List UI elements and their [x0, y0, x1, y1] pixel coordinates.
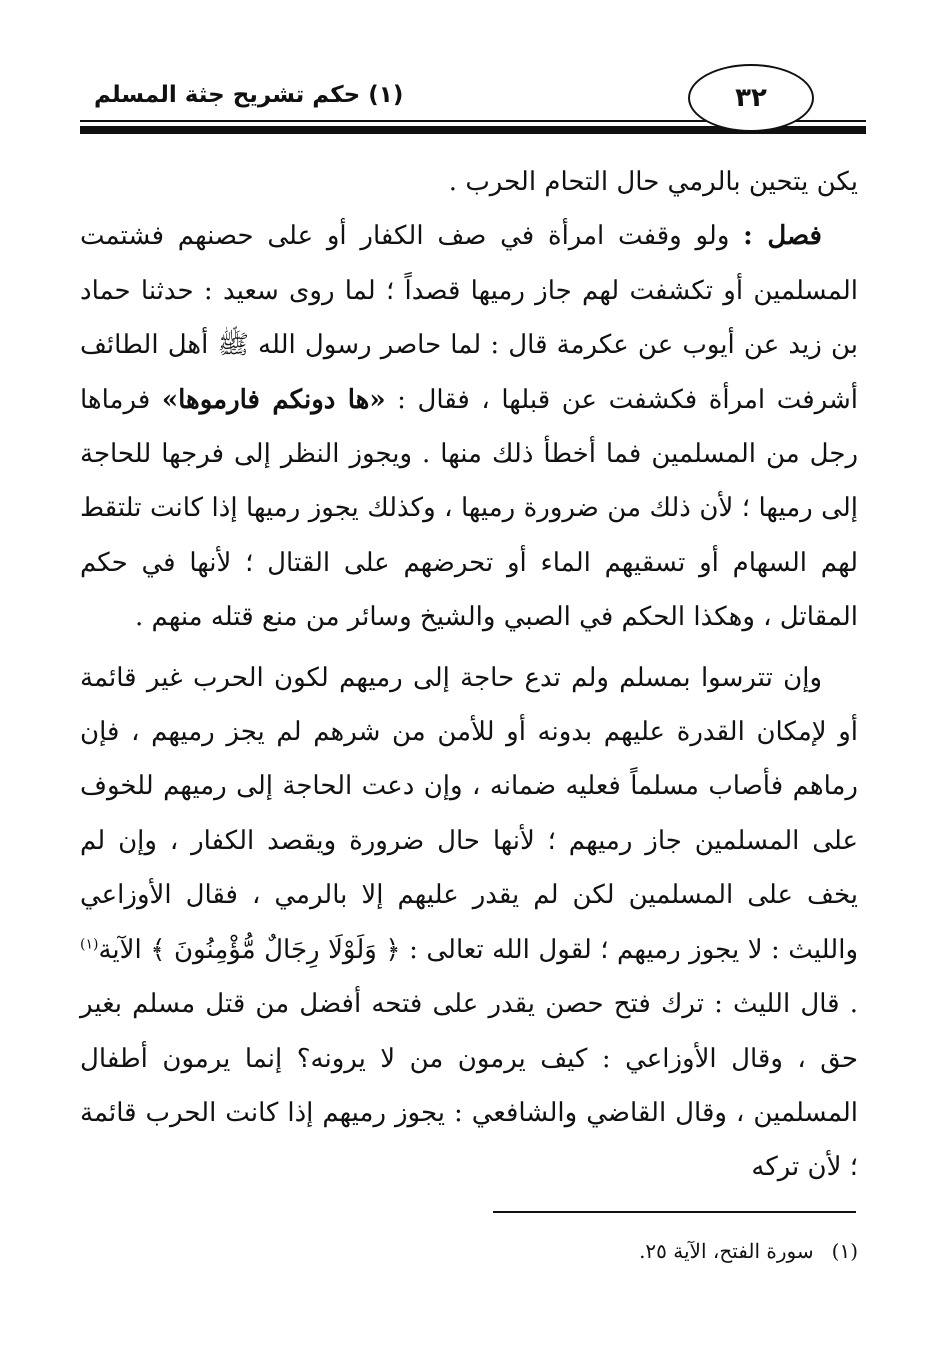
section-heading-fasl: فصل : [743, 221, 822, 252]
paragraph-continuation-text: يكن يتحين بالرمي حال التحام الحرب . [448, 167, 858, 197]
page-number: ٣٢ [735, 83, 767, 113]
paragraph-continuation [80, 155, 858, 209]
paragraph-fasl-text-a: ولو وقفت امرأة في صف الكفار أو على حصنهم فشتمت المسلمين أو تكشفت لهم جاز رميها قصداً ؛ لما روى سعيد : حدثنا حماد بن زيد عن أيوب عن عكرمة قال : لما حاصر رسول الله ﷺ أهل الطائف أشرفت امرأة فكشفت عن قبلها ، فقال : [80, 221, 859, 415]
paragraph-fasl-text-b: فرماها رجل من المسلمين فما أخطأ ذلك منها . ويجوز النظر إلى فرجها للحاجة إلى رميها ؛ لأن ذلك من ضرورة رميها ، وكذلك يجوز رميها إذا كانت تلتقط لهم السهام أو تسقيهم الماء أو تحرضهم على القتال ؛ لأنها في حكم المقاتل ، وهكذا الحكم في الصبي والشيخ وسائر من منع قتله منهم . [80, 384, 858, 633]
hadith-quote: «ها دونكم فارموها» [161, 384, 386, 415]
running-title: (١) حكم تشريح جثة المسلم [94, 82, 404, 108]
paragraph-fasl [80, 209, 858, 644]
footnote-reference[interactable]: (١) [80, 936, 99, 953]
paragraph-tatarrus [80, 651, 858, 1195]
paragraph-tatarrus-text-c: . قال الليث : ترك فتح حصن يقدر على فتحه أفضل من قتل مسلم بغير حق ، وقال الأوزاعي : كيف يرمون من لا يرونه؟ إنما يرمون أطفال المسلمين ، وقال القاضي والشافعي : يجوز رميهم إذا كانت الحرب قائمة ؛ لأن تركه [80, 989, 858, 1183]
footnote [560, 1236, 858, 1266]
footnote-separator [493, 1211, 856, 1213]
paragraph-tatarrus-ayah-word: الآية [98, 934, 151, 965]
body-text [80, 155, 858, 1195]
paragraph-tatarrus-text-a: وإن تترسوا بمسلم ولم تدع حاجة إلى رميهم لكون الحرب غير قائمة أو لإمكان القدرة عليهم بدونه أو للأمن من شرهم لم يجز رميهم ، فإن رماهم فأصاب مسلماً فعليه ضمانه ، وإن دعت الحاجة إلى رميهم للخوف على المسلمين جاز رميهم ؛ لأنها حال ضرورة ويقصد الكفار ، وإن لم يخف على المسلمين لكن لم يقدر عليهم إلا بالرمي ، فقال الأوزاعي والليث : لا يجوز رميهم ؛ لقول الله تعالى : [80, 662, 858, 965]
page-number-oval [688, 64, 814, 132]
page-header [70, 62, 866, 148]
footnote-text: سورة الفتح، الآية ٢٥. [639, 1239, 814, 1263]
quran-verse: ﴿ وَلَوْلَا رِجَالٌ مُّؤْمِنُونَ ﴾ [150, 934, 401, 965]
footnote-mark: (١) [831, 1239, 858, 1263]
